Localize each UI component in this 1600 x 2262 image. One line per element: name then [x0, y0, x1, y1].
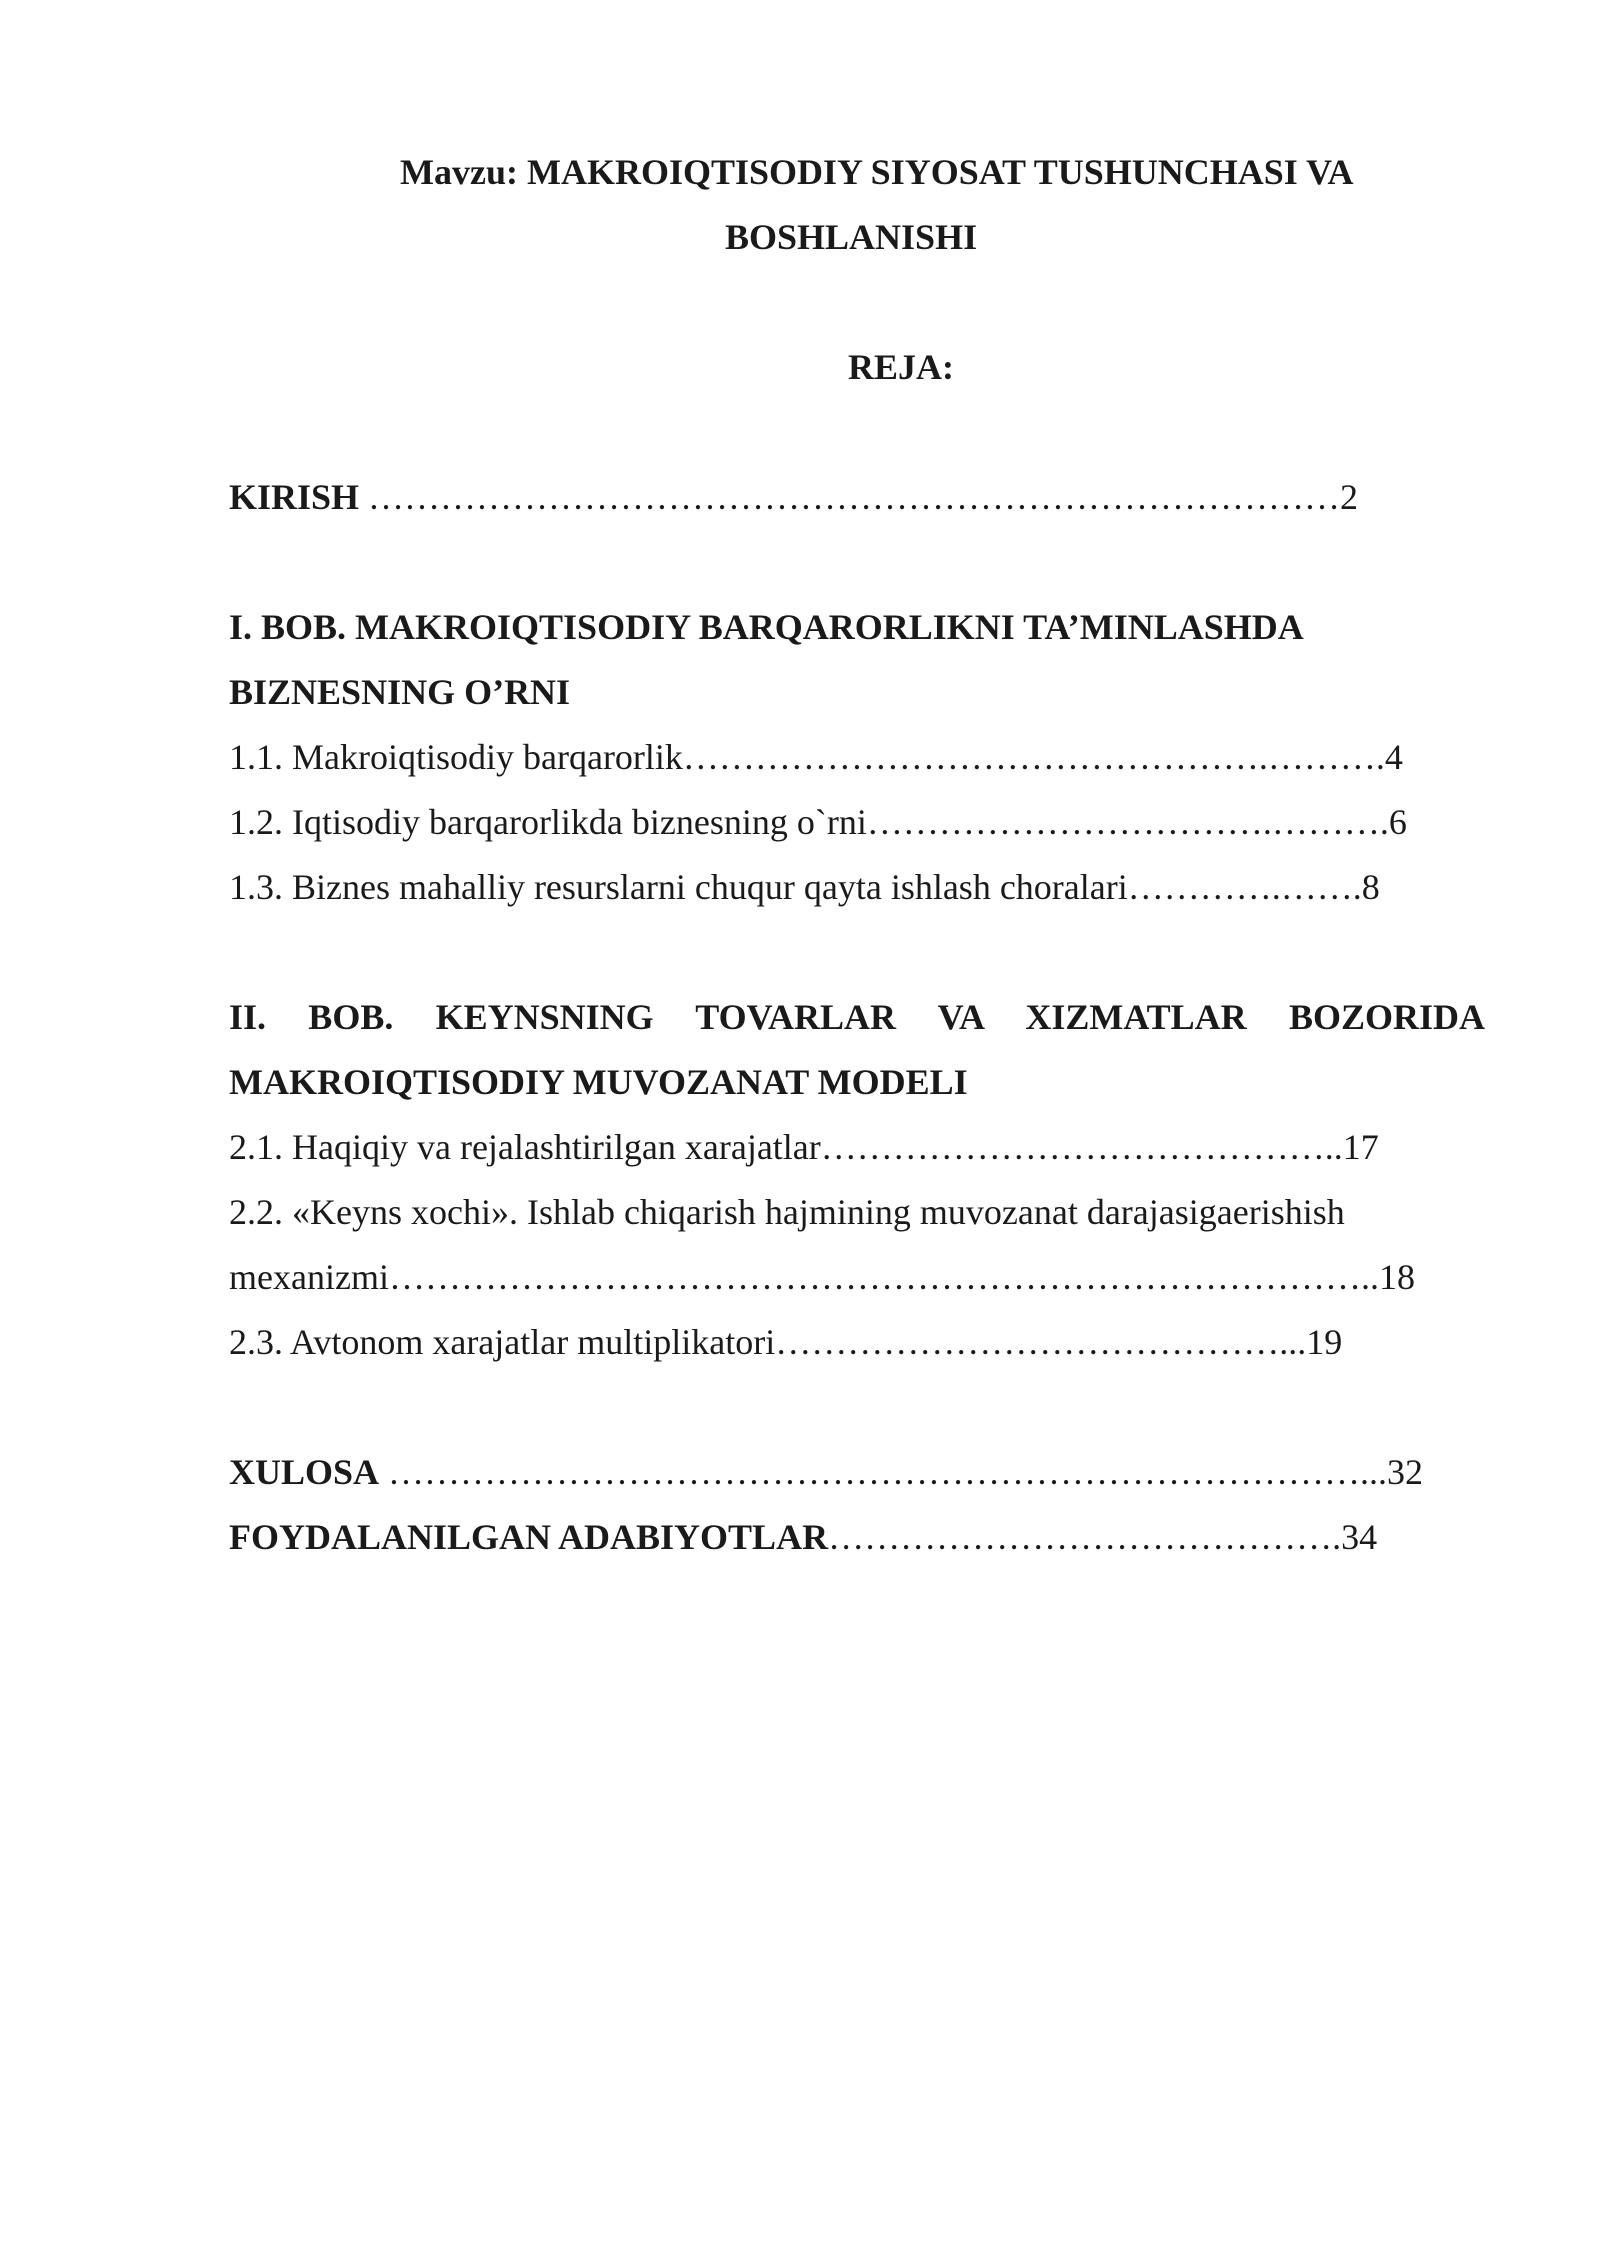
toc-entry-conclusion-leader: ………………………………………………………………………...32	[379, 1452, 1424, 1492]
toc-entry-conclusion-label: XULOSA	[229, 1452, 380, 1492]
toc-entry-2-2-line-2: mexanizmi………………………………………………………………………..18	[229, 1257, 1415, 1297]
toc-entry-intro-label: KIRISH	[229, 477, 360, 517]
toc-entry-2-3: 2.3. Avtonom xarajatlar multiplikatori……………………………………...19	[229, 1322, 1343, 1362]
toc-entry-intro	[229, 475, 1358, 519]
toc-entry-2-1: 2.1. Haqiqiy va rejalashtirilgan xarajatlar……………………………………..17	[229, 1127, 1379, 1167]
document-title-line-2: BOSHLANISHI	[725, 217, 978, 257]
toc-entry-conclusion	[229, 1450, 1423, 1494]
toc-entry-intro-leader: ………………………………………………………………………2	[359, 477, 1359, 517]
toc-entry-1-2: 1.2. Iqtisodiy barqarorlikda biznesning o`rni…………………………….……….6	[229, 802, 1407, 842]
chapter-2-heading-line-1: II. BOB. KEYNSNING TOVARLAR VA XIZMATLAR BOZORIDA	[229, 997, 1485, 1037]
document-title-line-1: Mavzu: MAKROIQTISODIY SIYOSAT TUSHUNCHASI VA	[400, 152, 1354, 192]
toc-entry-references	[229, 1515, 1377, 1559]
chapter-1-heading-line-2: BIZNESNING O’RNI	[229, 672, 571, 712]
toc-entry-1-3: 1.3. Biznes mahalliy resurslarni chuqur qayta ishlash choralari………….…….8	[229, 867, 1380, 907]
toc-entry-1-1: 1.1. Makroiqtisodiy barqarorlik………………………………………….……….4	[229, 737, 1403, 777]
chapter-2-heading-line-2: MAKROIQTISODIY MUVOZANAT MODELI	[229, 1062, 968, 1102]
toc-entry-references-label: FOYDALANILGAN ADABIYOTLAR	[229, 1517, 829, 1557]
chapter-1-heading-line-1: I. BOB. MAKROIQTISODIY BARQARORLIKNI TA’MINLASHDA	[229, 607, 1304, 647]
toc-entry-2-2-line-1: 2.2. «Keyns xochi». Ishlab chiqarish hajmining muvozanat darajasigaerishish	[229, 1192, 1345, 1232]
toc-entry-references-leader: …………………………………….34	[828, 1517, 1378, 1557]
plan-heading: REJA:	[848, 347, 954, 387]
